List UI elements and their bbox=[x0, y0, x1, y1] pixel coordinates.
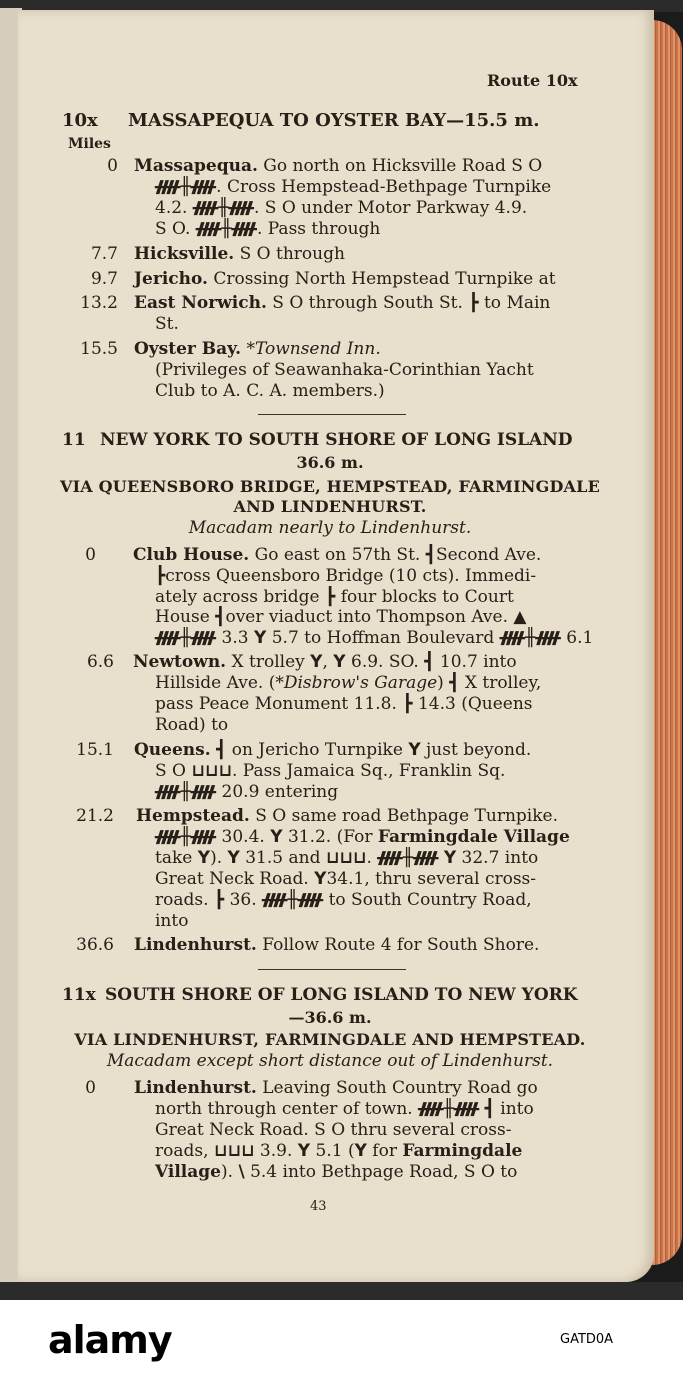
entry-line: Club to A. C. A. members.) bbox=[155, 381, 385, 401]
railroad-crossing-icon: ᚎ╫ᚎ bbox=[195, 219, 257, 239]
entry-text: . bbox=[366, 848, 372, 868]
entry-line bbox=[155, 587, 514, 608]
mileage: 21.2 bbox=[76, 806, 114, 826]
entry-line bbox=[133, 652, 517, 673]
railroad-crossing-icon: ᚎ╫ᚎ bbox=[499, 628, 561, 648]
entry-line bbox=[155, 890, 532, 911]
railroad-crossing-icon: ᚎ╫ᚎ bbox=[377, 848, 439, 868]
bear-right-icon: \ bbox=[238, 1162, 245, 1182]
entry-text: 36. bbox=[229, 890, 257, 910]
route-number: 11 bbox=[62, 430, 86, 450]
fork-icon: Y bbox=[254, 628, 267, 648]
mileage: 13.2 bbox=[80, 293, 118, 313]
route-title: SOUTH SHORE OF LONG ISLAND TO NEW YORK bbox=[105, 985, 578, 1005]
fork-icon: Y bbox=[227, 848, 240, 868]
section-divider bbox=[258, 969, 406, 970]
railroad-crossing-icon: ᚎ╫ᚎ bbox=[155, 177, 217, 197]
place-name: Farmingdale bbox=[402, 1141, 523, 1161]
turn-left-icon: ┣ bbox=[402, 694, 413, 714]
stock-id: GATD0A bbox=[560, 1332, 614, 1347]
route-number: 10x bbox=[62, 110, 98, 131]
entry-line bbox=[155, 1162, 517, 1183]
bridge-icon: ⊔⊔⊔ bbox=[191, 761, 232, 781]
route-distance: 36.6 m. bbox=[296, 453, 364, 472]
entry-text: Second Ave. bbox=[435, 545, 542, 565]
via-line: VIA LINDENHURST, FARMINGDALE AND HEMPSTEAD. bbox=[74, 1030, 586, 1049]
mileage: 6.6 bbox=[86, 652, 114, 672]
entry-line bbox=[155, 673, 541, 694]
entry-line bbox=[134, 339, 381, 360]
miles-label: Miles bbox=[68, 136, 111, 152]
entry-line bbox=[155, 628, 593, 649]
entry-line bbox=[134, 244, 345, 265]
entry-text: 5.1 ( bbox=[315, 1141, 355, 1161]
via-line: VIA QUEENSBORO BRIDGE, HEMPSTEAD, FARMINGDALE bbox=[59, 477, 600, 496]
mileage: 9.7 bbox=[90, 269, 118, 289]
fork-icon: Y bbox=[408, 740, 421, 760]
entry-text: . Pass Jamaica Sq., Franklin Sq. bbox=[232, 761, 506, 781]
entry-text: . Cross Hempstead-Bethpage Turnpike bbox=[216, 177, 552, 197]
turn-right-icon: ┫ bbox=[215, 607, 226, 627]
place-name: Club House. bbox=[133, 545, 250, 565]
entry-text: 5.4 into Bethpage Road, S O to bbox=[250, 1162, 518, 1182]
entry-line: into bbox=[155, 911, 189, 931]
entry-text: ). bbox=[210, 848, 223, 868]
entry-line bbox=[134, 156, 542, 177]
entry-text: Crossing North Hempstead Turnpike at bbox=[213, 269, 556, 289]
entry-text: 31.2. (For bbox=[287, 827, 373, 847]
entry-text: 31.5 and bbox=[245, 848, 321, 868]
entry-text: take bbox=[155, 848, 193, 868]
mileage: 0 bbox=[85, 1078, 96, 1098]
entry-text: cross Queensboro Bridge (10 cts). Immedi- bbox=[165, 566, 537, 586]
place-name: Lindenhurst. bbox=[134, 1078, 257, 1098]
railroad-crossing-icon: ᚎ╫ᚎ bbox=[192, 198, 254, 218]
fork-icon: Y bbox=[297, 1141, 311, 1161]
alamy-logo: alamy bbox=[48, 1318, 172, 1362]
entry-text: X trolley, bbox=[464, 673, 542, 693]
entry-line bbox=[134, 935, 539, 956]
turn-left-icon: ┣ bbox=[468, 293, 479, 313]
route-title: MASSAPEQUA TO OYSTER BAY—15.5 m. bbox=[128, 110, 540, 131]
garage-name: Disbrow's Garage bbox=[283, 673, 438, 693]
entry-text: ) bbox=[437, 673, 444, 693]
inn-name: *Townsend Inn. bbox=[246, 339, 381, 359]
entry-text: north through center of town. bbox=[155, 1099, 413, 1119]
entry-line bbox=[155, 827, 570, 848]
entry-text: , bbox=[322, 652, 328, 672]
route-number: 11x bbox=[62, 985, 96, 1005]
place-name: Queens. bbox=[134, 740, 211, 760]
mileage: 0 bbox=[85, 545, 96, 565]
entry-text: roads, bbox=[155, 1141, 209, 1161]
railroad-crossing-icon: ᚎ╫ᚎ bbox=[418, 1099, 480, 1119]
entry-line bbox=[134, 293, 550, 314]
entry-line bbox=[155, 607, 526, 628]
entry-line bbox=[155, 761, 505, 782]
entry-text: S O same road Bethpage Turnpike. bbox=[255, 806, 558, 826]
entry-line bbox=[155, 566, 536, 587]
entry-line: Road) to bbox=[155, 715, 229, 735]
mileage: 15.5 bbox=[80, 339, 118, 359]
place-name: Lindenhurst. bbox=[134, 935, 257, 955]
place-name: Hempstead. bbox=[136, 806, 250, 826]
entry-line bbox=[134, 1078, 538, 1099]
entry-text: 3.3 bbox=[221, 628, 249, 648]
entry-text: ately across bridge bbox=[155, 587, 320, 607]
entry-text: X trolley bbox=[231, 652, 305, 672]
place-name: Farmingdale Village bbox=[377, 827, 570, 847]
entry-text: Go north on Hicksville Road S O bbox=[263, 156, 543, 176]
entry-text: roads. bbox=[155, 890, 209, 910]
entry-line: Great Neck Road. S O thru several cross- bbox=[155, 1120, 512, 1140]
entry-text: 32.7 into bbox=[461, 848, 539, 868]
entry-text: S O through South St. bbox=[272, 293, 463, 313]
section-divider bbox=[258, 414, 406, 415]
turn-right-icon: ┫ bbox=[449, 673, 460, 693]
place-name: Newtown. bbox=[133, 652, 227, 672]
running-head: Route 10x bbox=[487, 71, 578, 90]
entry-text: 30.4. bbox=[221, 827, 265, 847]
entry-text: . S O under Motor Parkway 4.9. bbox=[253, 198, 528, 218]
entry-text: 14.3 (Queens bbox=[417, 694, 533, 714]
turn-left-icon: ┣ bbox=[213, 890, 225, 910]
entry-text: Great Neck Road. bbox=[155, 869, 309, 889]
entry-line bbox=[155, 219, 380, 240]
entry-text: 20.9 entering bbox=[221, 782, 339, 802]
railroad-crossing-icon: ᚎ╫ᚎ bbox=[262, 890, 324, 910]
mileage: 36.6 bbox=[76, 935, 114, 955]
entry-line bbox=[155, 848, 538, 869]
fork-left-icon: Y bbox=[310, 652, 323, 672]
place-name: East Norwich. bbox=[134, 293, 267, 313]
entry-text: ). bbox=[220, 1162, 234, 1182]
entry-text: Hillside Ave. (* bbox=[155, 673, 284, 693]
entry-text: S O through bbox=[239, 244, 345, 264]
entry-line bbox=[155, 1099, 534, 1120]
mileage: 0 bbox=[107, 156, 118, 176]
turn-right-icon: ┫ bbox=[484, 1099, 495, 1119]
entry-line bbox=[133, 545, 541, 566]
entry-line bbox=[155, 782, 338, 803]
fork-icon: Y bbox=[197, 848, 211, 868]
entry-line: (Privileges of Seawanhaka-Corinthian Yacht bbox=[155, 360, 534, 380]
entry-line bbox=[155, 177, 551, 198]
place-name: Massapequa. bbox=[134, 156, 258, 176]
turn-left-icon: ┣ bbox=[155, 566, 166, 586]
entry-text: 4.2. bbox=[155, 198, 193, 218]
place-name: Village bbox=[155, 1162, 221, 1182]
entry-text: 5.7 to Hoffman Boulevard bbox=[271, 628, 495, 648]
railroad-crossing-icon: ᚎ╫ᚎ bbox=[155, 827, 217, 847]
turn-right-icon: ┫ bbox=[425, 545, 436, 565]
entry-text: pass Peace Monument 11.8. bbox=[155, 694, 397, 714]
entry-text: over viaduct into Thompson Ave. bbox=[225, 607, 508, 627]
entry-text: Go east on 57th St. bbox=[254, 545, 421, 565]
entry-text: to Main bbox=[483, 293, 551, 313]
fork-right-icon: Y bbox=[333, 652, 346, 672]
entry-text: Leaving South Country Road go bbox=[262, 1078, 538, 1098]
entry-text: just beyond. bbox=[426, 740, 532, 760]
page-number: 43 bbox=[310, 1199, 327, 1214]
route-distance: —36.6 m. bbox=[288, 1008, 372, 1027]
fork-icon: Y bbox=[443, 848, 457, 868]
place-name: Hicksville. bbox=[134, 244, 235, 264]
turn-right-icon: ┫ bbox=[424, 652, 435, 672]
entry-text: House bbox=[155, 607, 210, 627]
entry-text: into bbox=[500, 1099, 534, 1119]
bridge-icon: ⊔⊔⊔ bbox=[325, 848, 367, 868]
entry-text: S O bbox=[155, 761, 186, 781]
entry-line bbox=[136, 806, 558, 827]
turn-right-icon: ┫ bbox=[216, 740, 227, 760]
entry-line bbox=[155, 694, 533, 715]
entry-line bbox=[155, 198, 527, 219]
entry-text: S O. bbox=[155, 219, 196, 239]
fork-icon: Y bbox=[270, 827, 283, 847]
bridge-icon: ⊔⊔⊔ bbox=[213, 1141, 255, 1161]
entry-line: St. bbox=[155, 314, 179, 334]
entry-line bbox=[155, 869, 536, 890]
road-surface: Macadam except short distance out of Lindenhurst. bbox=[106, 1051, 554, 1071]
mileage: 15.1 bbox=[76, 740, 114, 760]
entry-text: four blocks to Court bbox=[340, 587, 514, 607]
entry-text: 6.1 bbox=[566, 628, 594, 648]
route-title: NEW YORK TO SOUTH SHORE OF LONG ISLAND bbox=[100, 430, 573, 450]
entry-text: to South Country Road, bbox=[328, 890, 532, 910]
entry-line bbox=[155, 1141, 522, 1162]
place-name: Jericho. bbox=[134, 269, 208, 289]
place-name: Oyster Bay. bbox=[134, 339, 242, 359]
via-line: AND LINDENHURST. bbox=[233, 497, 427, 516]
monument-icon: ▲ bbox=[513, 607, 527, 627]
entry-text: 6.9. SO. bbox=[351, 652, 419, 672]
turn-left-icon: ┣ bbox=[325, 587, 336, 607]
entry-text: Follow Route 4 for South Shore. bbox=[262, 935, 540, 955]
entry-text: for bbox=[372, 1141, 397, 1161]
entry-text: on Jericho Turnpike bbox=[231, 740, 403, 760]
fork-icon: Y bbox=[314, 869, 327, 889]
road-surface: Macadam nearly to Lindenhurst. bbox=[188, 518, 472, 538]
entry-text: 34.1, thru several cross- bbox=[326, 869, 537, 889]
entry-line bbox=[134, 740, 531, 761]
entry-text: 3.9. bbox=[259, 1141, 293, 1161]
railroad-crossing-icon: ᚎ╫ᚎ bbox=[155, 782, 217, 802]
mileage: 7.7 bbox=[90, 244, 118, 264]
entry-text: 10.7 into bbox=[439, 652, 517, 672]
fork-icon: Y bbox=[354, 1141, 367, 1161]
railroad-crossing-icon: ᚎ╫ᚎ bbox=[155, 628, 217, 648]
entry-line bbox=[134, 269, 556, 290]
entry-text: . Pass through bbox=[256, 219, 381, 239]
